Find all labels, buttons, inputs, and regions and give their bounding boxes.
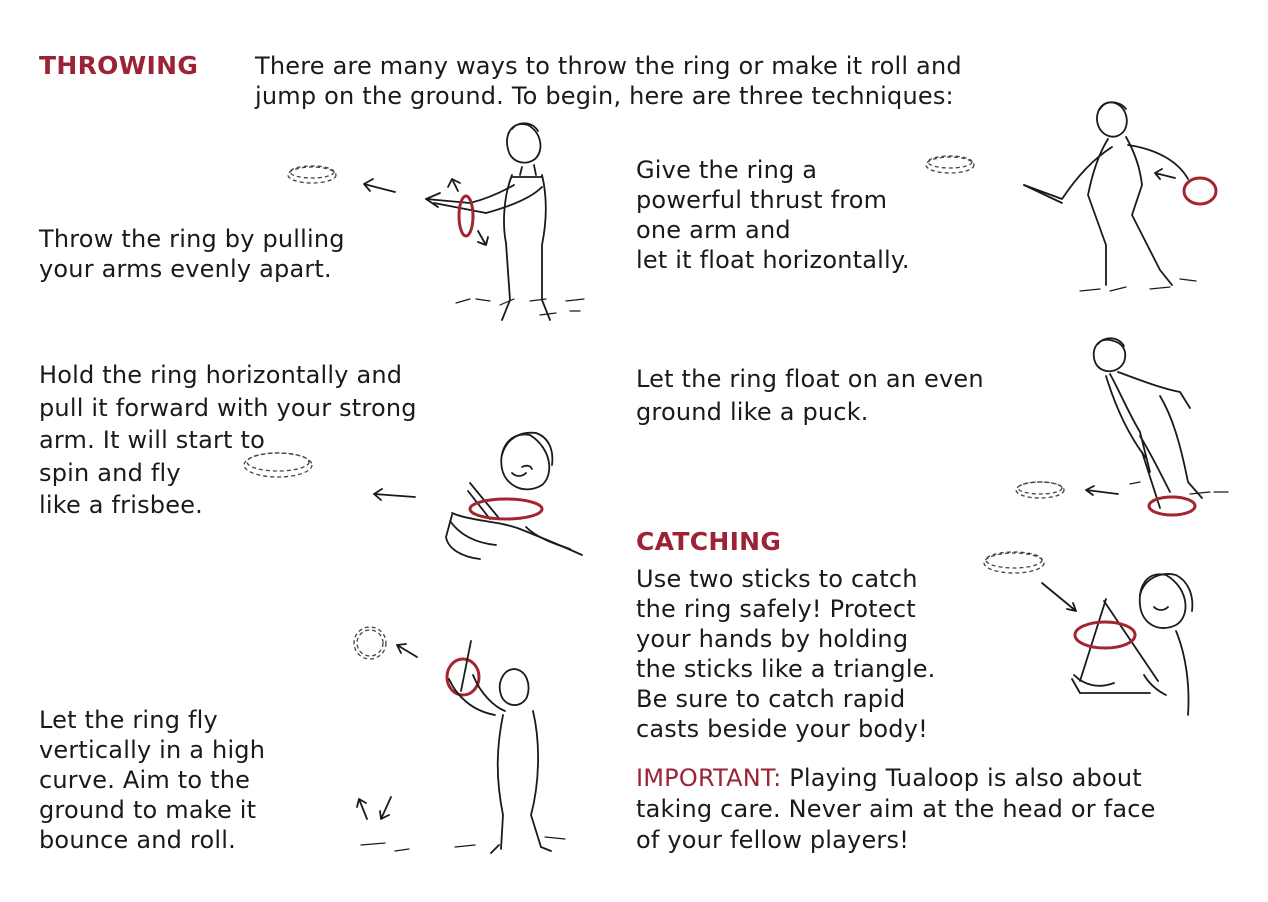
player-figure — [1024, 102, 1188, 285]
throwing-heading: THROWING — [39, 51, 199, 80]
flying-ring-icon — [984, 553, 1044, 573]
text-line: let it float horizontally. — [636, 246, 910, 274]
grass-strokes — [1080, 279, 1196, 291]
arrow-down-right-icon — [1042, 583, 1076, 611]
text-line: Be sure to catch rapid — [636, 685, 906, 713]
arrow-left-icon — [1086, 486, 1118, 495]
illustration-pull-apart — [280, 115, 600, 340]
text-line: Hold the ring horizontally and — [39, 361, 403, 389]
text-line: one arm and — [636, 216, 791, 244]
text-line: Let the ring float on an even — [636, 365, 984, 393]
grass-strokes — [456, 299, 584, 315]
text-line: curve. Aim to the — [39, 766, 251, 794]
text-line: the ring safely! Protect — [636, 595, 916, 623]
text-line: powerful thrust from — [636, 186, 888, 214]
player-figure — [1094, 338, 1202, 508]
arrow-left-icon — [364, 179, 395, 192]
technique-vertical-text — [39, 705, 265, 855]
important-label: IMPORTANT: — [636, 764, 782, 792]
technique-thrust-text — [636, 155, 910, 275]
text-line: casts beside your body! — [636, 715, 928, 743]
catching-heading: CATCHING — [636, 527, 782, 556]
text-line: Use two sticks to catch — [636, 565, 918, 593]
text-line: Throw the ring by pulling — [39, 225, 345, 253]
player-figure — [446, 433, 582, 559]
important-line-1: Playing Tualoop is also about — [781, 764, 1142, 792]
flying-ring-icon — [926, 157, 974, 173]
illustration-frisbee — [240, 425, 590, 580]
text-line — [636, 763, 1156, 794]
text-line: ground like a puck. — [636, 397, 869, 426]
text-line: Give the ring a — [636, 156, 818, 184]
text-line: spin and fly — [39, 458, 181, 487]
text-line: bounce and roll. — [39, 826, 236, 854]
arrow-down-icon — [478, 231, 488, 245]
throwing-intro — [255, 51, 962, 111]
arrow-up-icon — [357, 799, 367, 819]
intro-line: There are many ways to throw the ring or make it roll and — [255, 52, 962, 80]
arrow-left-icon — [374, 489, 415, 500]
text-line: pull it forward with your strong — [39, 393, 417, 422]
illustration-catching — [980, 545, 1210, 720]
flying-ring-icon — [288, 167, 336, 183]
red-ring-icon — [470, 499, 542, 519]
player-figure — [1072, 574, 1192, 715]
illustration-thrust — [920, 95, 1220, 305]
technique-puck-text — [636, 363, 984, 428]
text-line: the sticks like a triangle. — [636, 655, 936, 683]
text-line: Let the ring fly — [39, 706, 218, 734]
intro-line: jump on the ground. To begin, here are three techniques: — [255, 82, 954, 110]
text-line: vertically in a high — [39, 736, 266, 764]
red-ring-icon — [1184, 178, 1216, 204]
illustration-puck — [1010, 332, 1240, 522]
grass-strokes — [1130, 482, 1228, 494]
arrow-left-icon — [1155, 169, 1175, 179]
text-line: arm. It will start to — [39, 426, 265, 454]
text-line: ground to make it — [39, 796, 257, 824]
important-note — [636, 763, 1156, 856]
red-ring-icon — [1149, 497, 1195, 515]
important-line-3: of your fellow players! — [636, 826, 910, 854]
catching-text — [636, 564, 936, 744]
important-line-2: taking care. Never aim at the head or face — [636, 795, 1156, 823]
grass-strokes — [361, 837, 565, 851]
arrow-up-icon — [448, 179, 460, 191]
flying-ring-icon — [354, 627, 386, 659]
player-figure — [449, 641, 551, 853]
catching-sticks — [1080, 599, 1158, 681]
arrow-down-icon — [380, 797, 391, 819]
illustration-vertical — [345, 615, 590, 865]
player-figure — [426, 123, 550, 320]
text-line: your hands by holding — [636, 625, 909, 653]
arrow-up-left-icon — [397, 644, 417, 657]
text-line: like a frisbee. — [39, 491, 203, 519]
text-line: your arms evenly apart. — [39, 255, 332, 283]
